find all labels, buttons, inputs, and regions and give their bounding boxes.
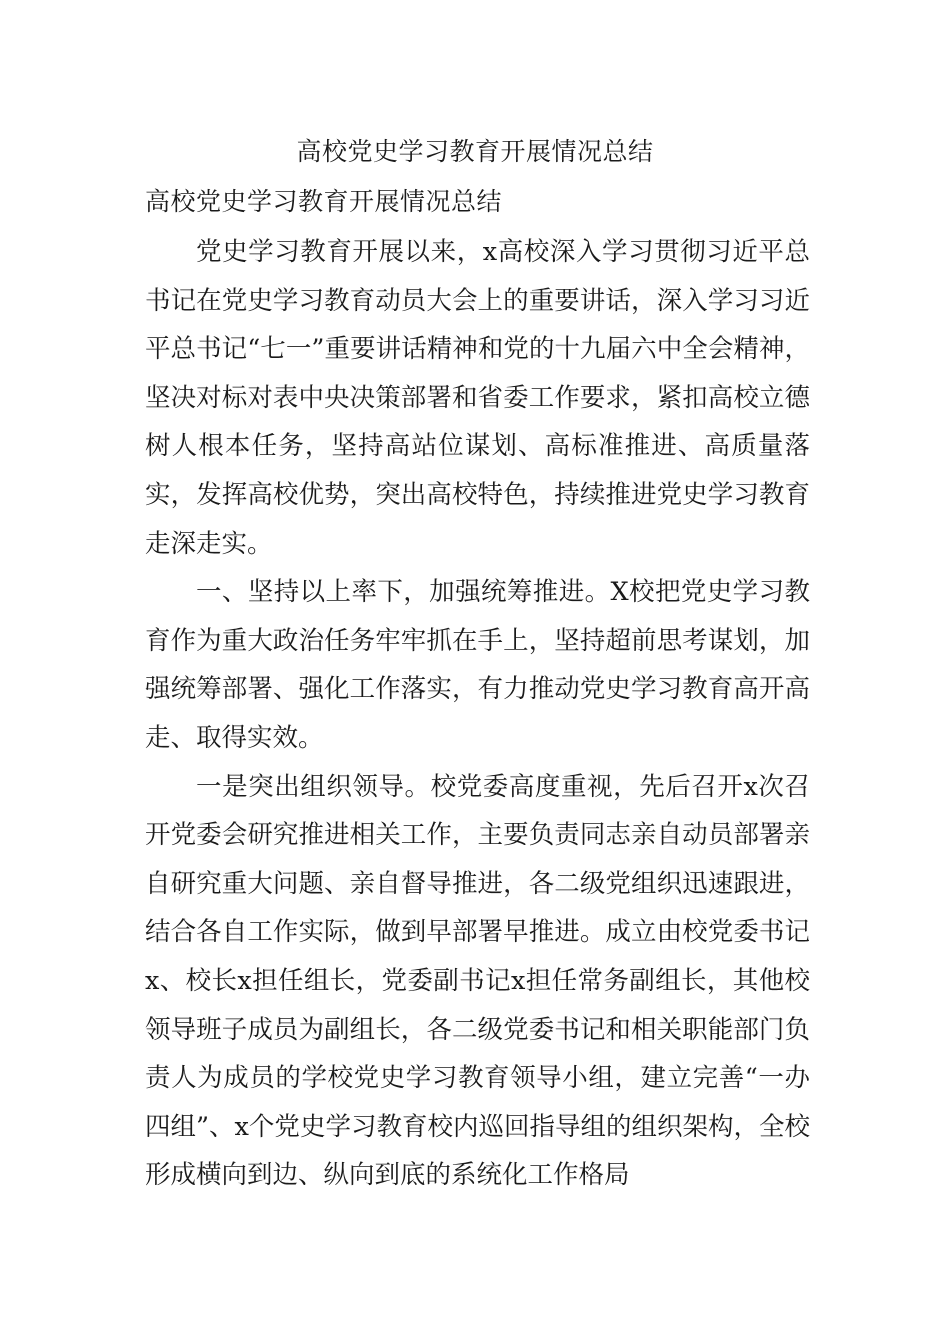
document-title: 高校党史学习教育开展情况总结 bbox=[296, 137, 654, 166]
document-body bbox=[145, 228, 810, 1200]
paragraph-intro: 党史学习教育开展以来，x高校深入学习贯彻习近平总书记在党史学习教育动员大会上的重要讲话，深入学习习近平总书记“七一”重要讲话精神和党的十九届六中全会精神，坚决对标对表中央决策部署和省委工作要求，紧扣高校立德树人根本任务，坚持高站位谋划、高标准推进、高质量落实，发挥高校优势，突出高校特色，持续推进党史学习教育走深走实。 bbox=[145, 237, 810, 559]
document-subtitle: 高校党史学习教育开展情况总结 bbox=[145, 187, 503, 216]
paragraph-organization-leadership: 一是突出组织领导。校党委高度重视，先后召开x次召开党委会研究推进相关工作，主要负责同志亲自动员部署亲自研究重大问题、亲自督导推进，各二级党组织迅速跟进，结合各自工作实际，做到早部署早推进。成立由校党委书记x、校长x担任组长，党委副书记x担任常务副组长，其他校领导班子成员为副组长，各二级党委书记和相关职能部门负责人为成员的学校党史学习教育领导小组，建立完善“一办四组”、x个党史学习教育校内巡回指导组的组织架构，全校形成横向到边、纵向到底的系统化工作格局 bbox=[145, 771, 810, 1191]
paragraph-section-one: 一、坚持以上率下，加强统筹推进。X校把党史学习教育作为重大政治任务牢牢抓在手上，坚持超前思考谋划，加强统筹部署、强化工作落实，有力推动党史学习教育高开高走、取得实效。 bbox=[145, 577, 810, 753]
